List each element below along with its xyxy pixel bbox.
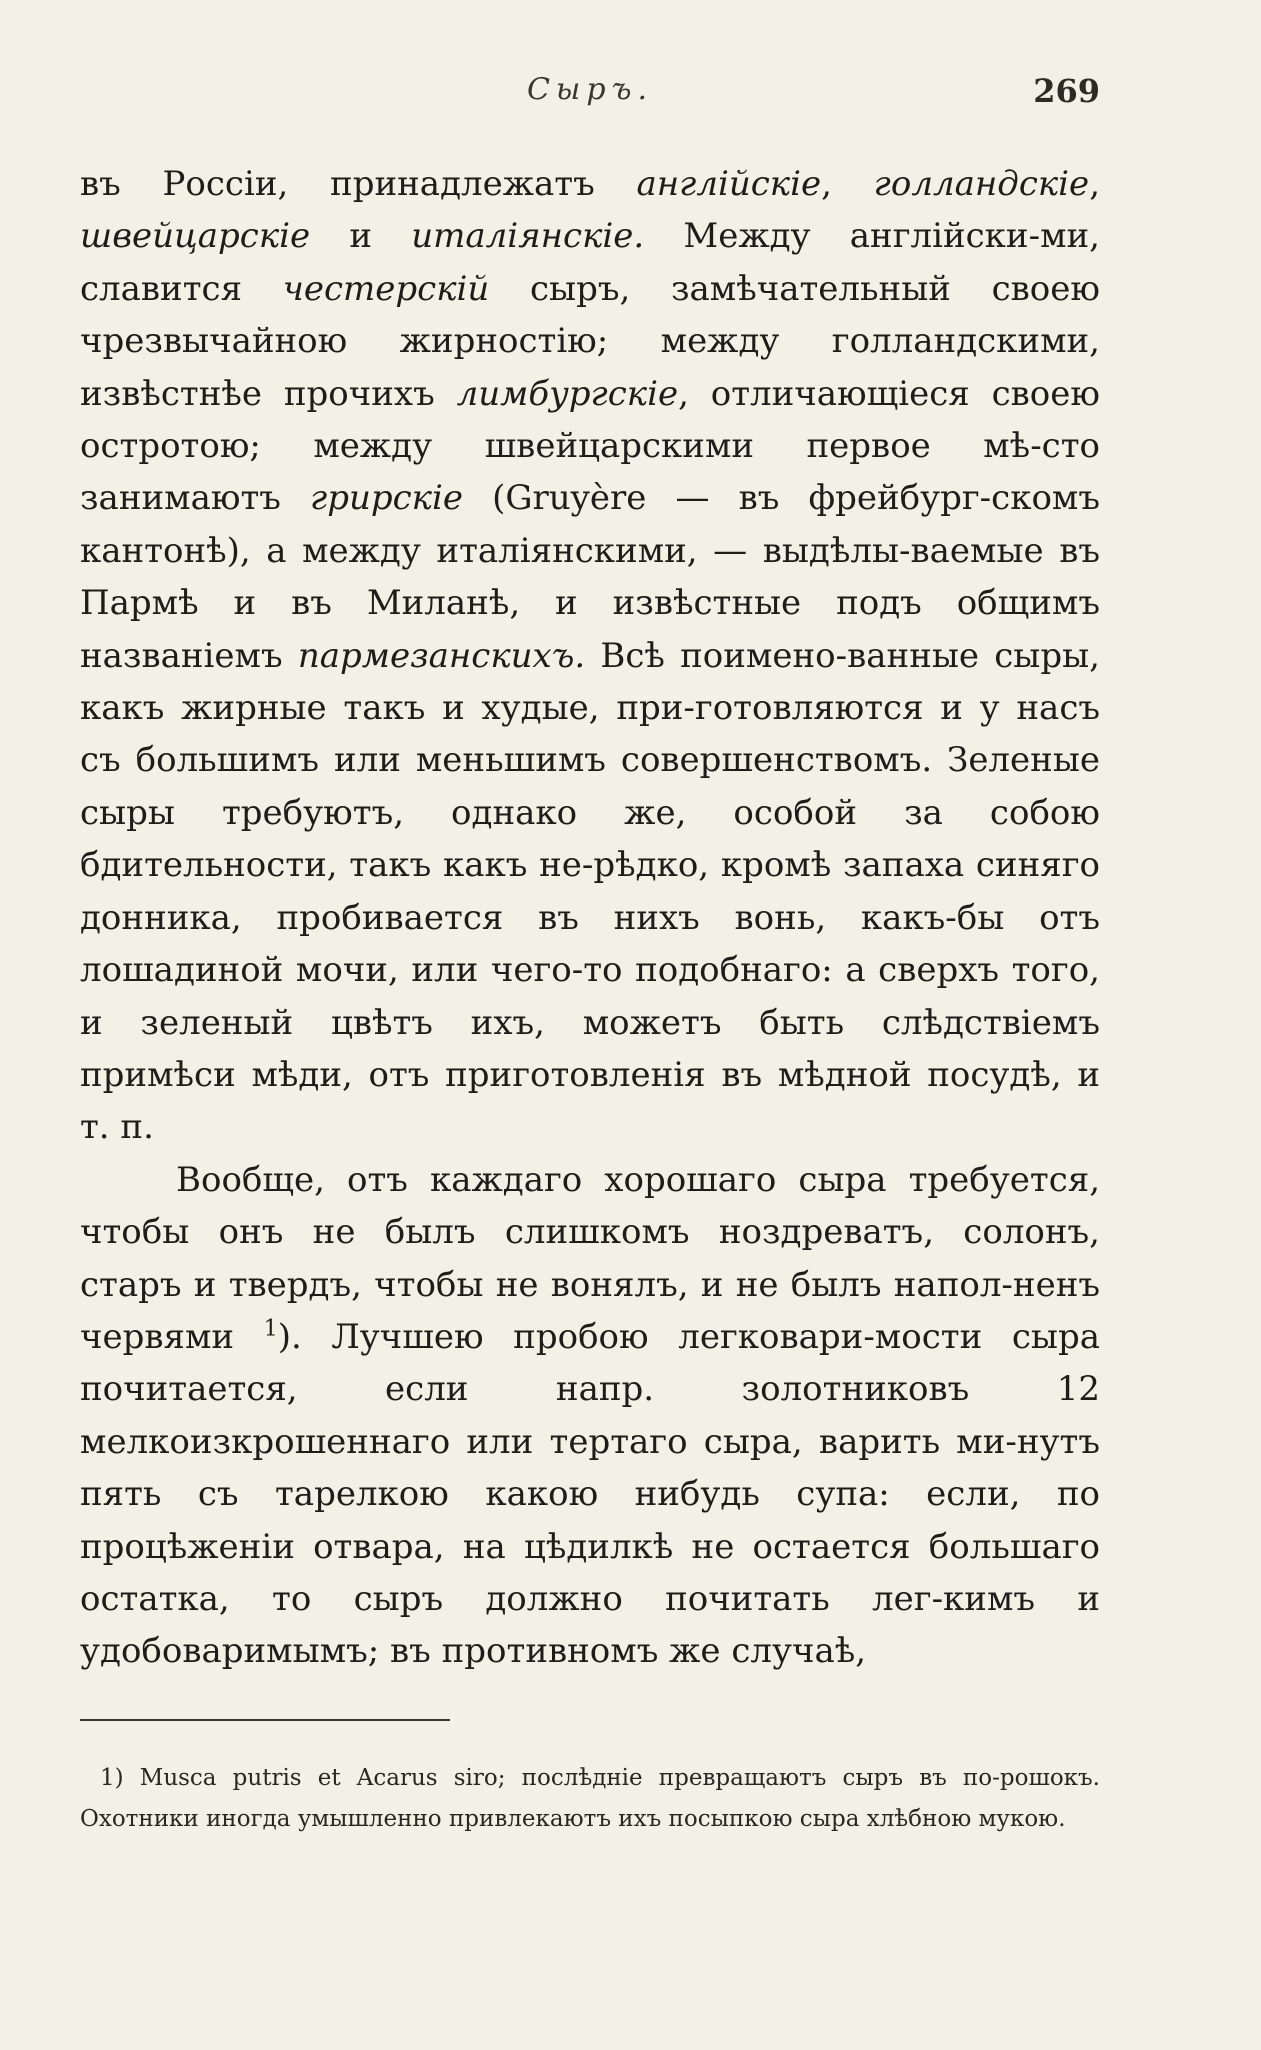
running-head bbox=[80, 72, 1100, 122]
text-span: ). Лучшею пробою легковари-мости сыра почитается, если напр. золотниковъ 12 мелкоизкрошеннаго или тертаго сыра, варить ми-нутъ пять съ тарелкою какою нибудь супа: если, по процѣженіи отвара, на цѣдилкѣ не остается большаго остатка, то сыръ должно почитать лег-кимъ и удобоваримымъ; въ противномъ же случаѣ, bbox=[80, 1316, 1100, 1672]
text-span: Вообще, отъ каждаго хорошаго сыра требуется, чтобы онъ не былъ слишкомъ ноздреватъ, солонъ, старъ и твердъ, чтобы не вонялъ, и не былъ напол-ненъ червями bbox=[80, 1159, 1100, 1357]
footnote-1: 1) Musca putris et Acarus siro; послѣдніе превращаютъ сыръ въ по-рошокъ. Охотники иногда умышленно привлекаютъ ихъ посыпкою сыра хлѣбною мукою. bbox=[80, 1765, 1100, 1832]
italic-term: грирскіе bbox=[310, 478, 463, 519]
text-span: (Gruyère — въ фрейбург-скомъ кантонѣ), а между италіянскими, — выдѣлы-ваемые въ Пармѣ и въ Миланѣ, и извѣстные подъ общимъ названіемъ bbox=[80, 478, 1101, 676]
text-span: въ Россіи, принадлежатъ bbox=[80, 164, 637, 204]
footnotes bbox=[80, 1758, 1100, 1840]
footnote-divider bbox=[80, 1719, 450, 1721]
italic-term: честерскій bbox=[282, 268, 490, 309]
running-title: Сыръ. bbox=[526, 72, 654, 107]
text-span: сыръ, замѣчательный своею чрезвычайною жирностію; между голландскими, извѣстнѣе прочихъ bbox=[80, 268, 1100, 414]
text-span: и bbox=[310, 216, 412, 257]
italic-term: швейцарскіе bbox=[80, 216, 311, 257]
footnote-reference[interactable]: 1 bbox=[263, 1316, 278, 1342]
text-span: , bbox=[821, 164, 874, 204]
text-span: , отличающіеся своею остротою; между швейцарскими первое мѣ-сто занимаютъ bbox=[80, 373, 1100, 519]
text-span: , bbox=[1089, 164, 1100, 204]
text-span: Всѣ поимено-ванные сыры, какъ жирные такъ и худые, при-готовляются и у насъ съ большимъ или меньшимъ совершенствомъ. Зеленые сыры требуютъ, однако же, особой за собою бдительности, такъ какъ не-рѣдко, кромѣ запаха синяго донника, пробивается въ нихъ вонь, какъ-бы отъ лошадиной мочи, или чего-то подобнаго: а сверхъ того, и зеленый цвѣтъ ихъ, можетъ быть слѣдствіемъ примѣси мѣди, отъ приготовленія въ мѣдной посудѣ, и т. п. bbox=[80, 635, 1100, 1148]
italic-term: англійскіе bbox=[636, 164, 822, 204]
text-span: Между англійски-ми, славится bbox=[80, 216, 1100, 309]
paragraph-2 bbox=[80, 1154, 1100, 1678]
main-text bbox=[80, 158, 1100, 1678]
italic-term: пармезанскихъ. bbox=[297, 635, 586, 676]
paragraph-1 bbox=[80, 158, 1100, 1154]
page-number: 269 bbox=[1033, 72, 1100, 110]
italic-term: голландскіе bbox=[873, 164, 1090, 204]
italic-term: италіянскіе. bbox=[411, 216, 645, 257]
italic-term: лимбургскіе bbox=[456, 373, 679, 414]
